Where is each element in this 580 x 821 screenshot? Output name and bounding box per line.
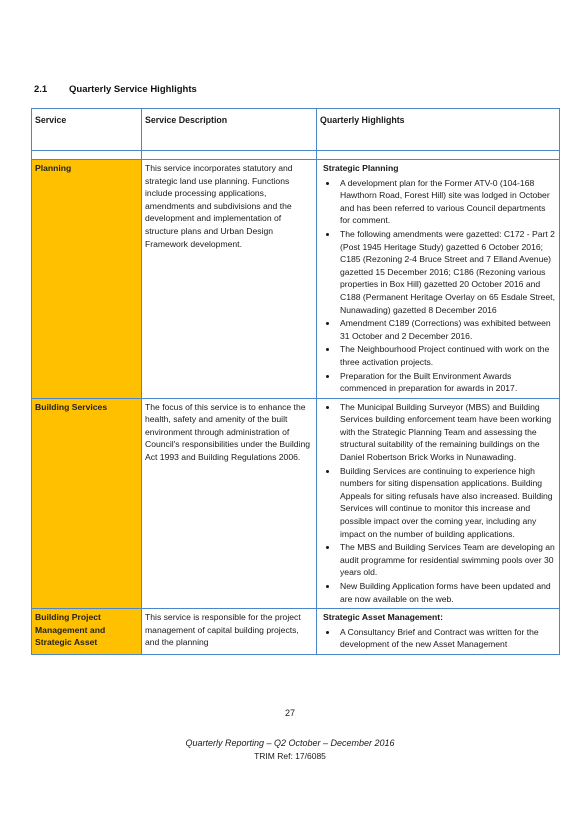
quarterly-highlights (317, 398, 560, 609)
service-name: Planning (32, 160, 142, 399)
highlight-item: • Building Services are continuing to experience high numbers for siting dispensation applications. Building Appeals for siting refusals have also increased. Building Services will continue to monitor this increase and possible impact over the coming year, including any impact on the number of building applications. (338, 465, 556, 541)
report-title: Quarterly Reporting – Q2 October – December 2016 (185, 738, 395, 748)
highlight-item: • The MBS and Building Services Team are developing an audit programme for residential swimming pools over 30 years old. (338, 541, 556, 579)
highlight-item: • The Municipal Building Surveyor (MBS) and Building Services building enforcement team have been working with the Strategic Planning Team and assessing the structural suitability of the remaining buildings on the Daniel Robertson Brick Works in Nunawading. (338, 401, 556, 464)
table-row-building-project-management (32, 609, 560, 655)
trim-reference: TRIM Ref: 17/6085 (254, 751, 326, 761)
section-title: Quarterly Service Highlights (69, 84, 197, 95)
highlight-item: • Amendment C189 (Corrections) was exhibited between 31 October and 2 December 2016. (338, 317, 556, 342)
highlight-item: • The following amendments were gazetted: C172 - Part 2 (Post 1945 Heritage Study) gazetted 6 October 2016; C185 (Rezoning 2-4 Bruce Street and 7 Elland Avenue) gazetted 15 December 2016; C186 (Rezoning various properties in Box Hill) gazetted 20 October 2016 and C188 (Permanent Heritage Overlay on 65 Esdale Street, Nunawading) gazetted 8 December 2016 (338, 228, 556, 316)
highlight-item: • A Consultancy Brief and Contract was written for the development of the new Asset Management (338, 626, 556, 651)
highlight-item: • Preparation for the Built Environment Awards commenced in preparation for awards in 2017. (338, 370, 556, 395)
table-row-building-services (32, 398, 560, 609)
quarterly-highlights (317, 609, 560, 655)
section-heading (34, 84, 197, 95)
header-service: Service (32, 109, 142, 151)
highlight-list (320, 626, 556, 651)
page-number: 27 (284, 708, 295, 718)
highlight-title: Strategic Asset Management: (323, 612, 444, 623)
quarterly-highlights (317, 160, 560, 399)
service-description: This service incorporates statutory and strategic land use planning. Functions include processing applications, amendments and subdivisions and the development and implementation of structure plans and Urban Design Framework development. (142, 160, 317, 399)
highlight-item: • A development plan for the Former ATV-0 (104-168 Hawthorn Road, Forest Hill) site was lodged in October and has been referred to various Council departments for comment. (338, 177, 556, 227)
section-number: 2.1 (34, 84, 48, 95)
header-description: Service Description (142, 109, 317, 151)
service-description: This service is responsible for the project management of capital building projects, and the planning (142, 609, 317, 655)
highlight-list (320, 177, 556, 395)
header-highlights: Quarterly Highlights (317, 109, 560, 151)
table-header-row (32, 109, 560, 151)
table-row-planning (32, 160, 560, 399)
table-spacer (32, 151, 560, 160)
service-name: Building Project Management and Strategic Asset (32, 609, 142, 655)
service-name: Building Services (32, 398, 142, 609)
highlight-item: • New Building Application forms have been updated and are now available on the web. (338, 580, 556, 605)
highlight-list (320, 401, 556, 606)
service-description: The focus of this service is to enhance the health, safety and amenity of the built environment through administration of Council's responsibilities under the Building Act 1993 and Building Regulations 2006. (142, 398, 317, 609)
highlight-title: Strategic Planning (323, 163, 399, 173)
highlight-item: • The Neighbourhood Project continued with work on the three activation projects. (338, 343, 556, 368)
service-highlights-table (31, 108, 560, 655)
